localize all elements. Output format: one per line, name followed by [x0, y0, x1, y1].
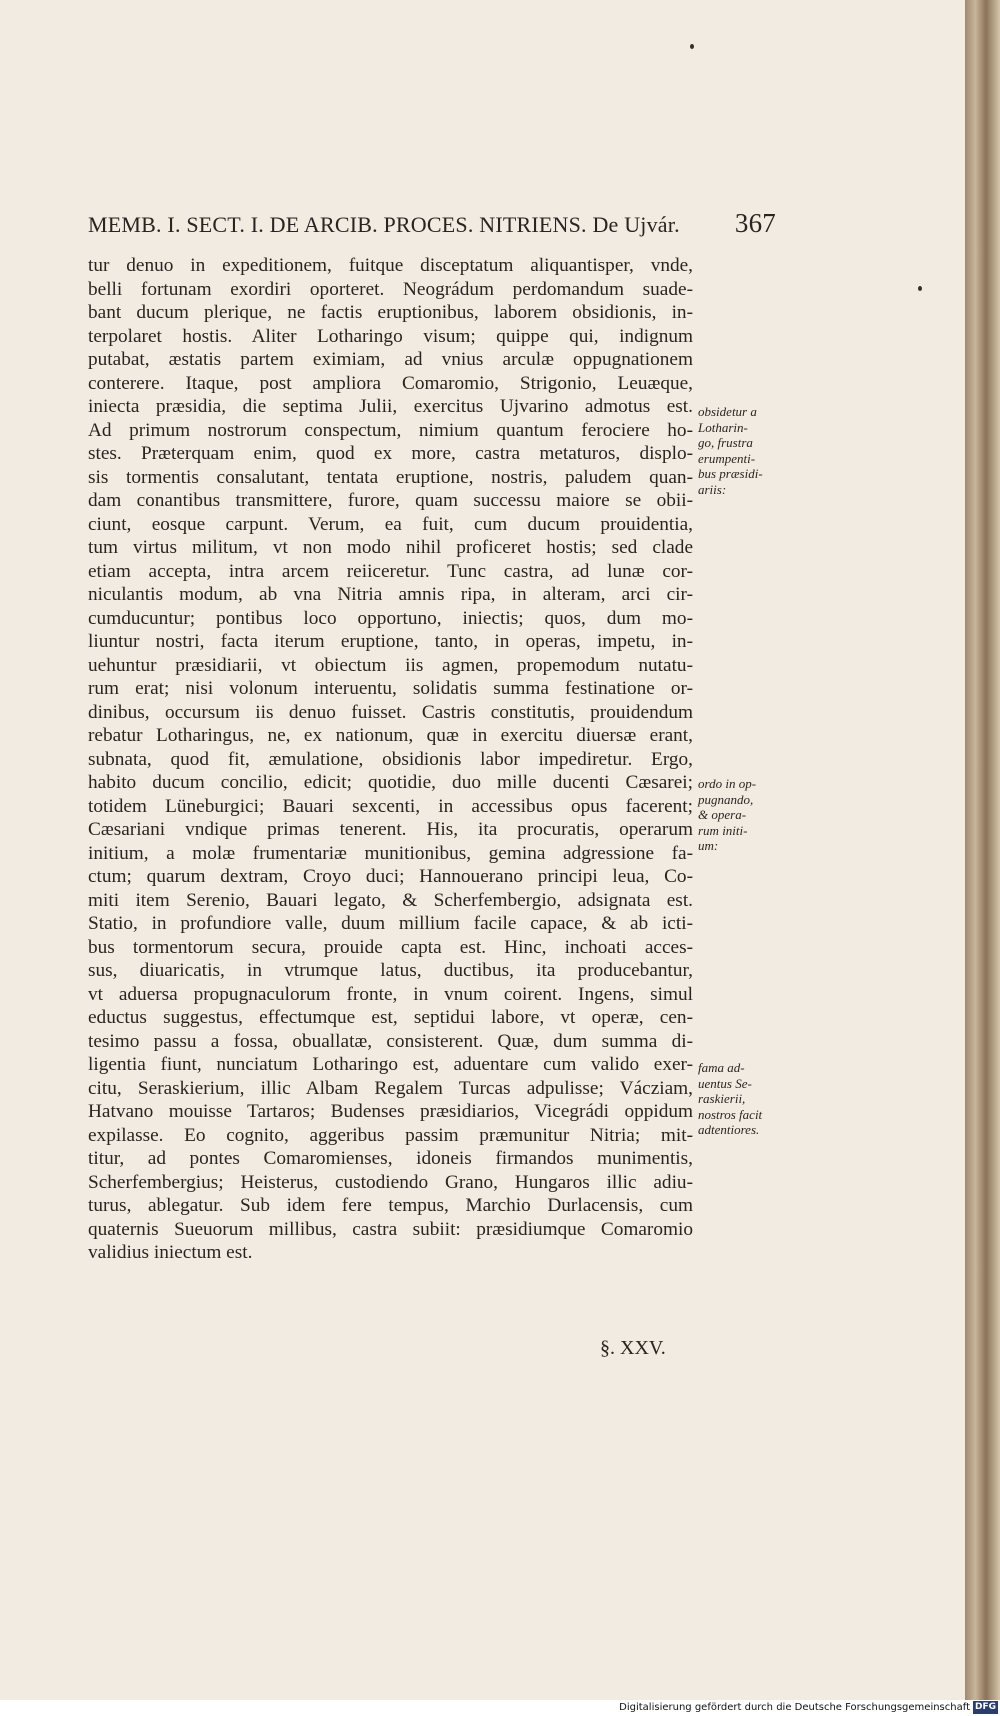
margin-note-line: ariis:: [698, 481, 727, 497]
margin-note-line: & opera-: [698, 807, 747, 822]
text-line: conterere. Itaque, post ampliora Comaromio, Strigonio, Leuæque,: [88, 372, 693, 394]
text-line: sis tormentis consalutant, tentata eruptione, nostris, paludem quan-: [88, 466, 693, 488]
text-line: sus, diuaricatis, in vtrumque latus, ductibus, ita producebantur,: [88, 960, 693, 981]
margin-note-3: [698, 1060, 784, 1138]
text-line: eductus suggestus, effectumque est, septidui labore, vt operæ, cen-: [88, 1007, 693, 1028]
text-line: Cæsariani vndique primas tenerent. His, ita procuratis, operarum: [88, 819, 693, 840]
text-line: bant ducum plerique, ne factis eruptionibus, laborem obsidionis, in-: [88, 302, 693, 323]
main-text: [88, 254, 693, 1265]
text-line: tur denuo in expeditionem, fuitque disceptatum aliquantisper, vnde,: [88, 255, 693, 276]
margin-note-line: uentus Se-: [698, 1075, 752, 1091]
text-line: bus tormentorum secura, prouide capta est. Hinc, inchoati acces-: [88, 936, 693, 958]
page-number: 367: [734, 208, 776, 238]
margin-note-line: Lotharin-: [698, 419, 748, 435]
margin-note-line: go, frustra: [698, 435, 753, 450]
text-line: Ad primum nostrorum conspectum, nimium quantum ferociere ho-: [88, 419, 693, 441]
margin-note-line: nostros facit: [698, 1106, 763, 1122]
text-line: stes. Præterquam enim, quod ex more, castra metaturos, displo-: [88, 443, 693, 464]
footer-text: Digitalisierung gefördert durch die Deutsche Forschungsgemeinschaft: [619, 1702, 970, 1713]
text-line: subnata, quod fit, æmulatione, obsidionis labor impediretur. Ergo,: [88, 748, 693, 770]
margin-note-line: bus præsidi-: [698, 466, 763, 481]
page-edge: [965, 0, 1000, 1700]
margin-note-2: [698, 776, 784, 854]
margin-note-line: rum initi-: [698, 822, 748, 838]
header-title: MEMB. I. SECT. I. DE ARCIB. PROCES. NITRIENS. De Ujvár.: [88, 212, 680, 237]
text-line: iniecta præsidia, die septima Julii, exercitus Ujvarino admotus est.: [88, 396, 693, 417]
text-line: miti item Serenio, Bauari legato, & Scherfembergio, adsignata est.: [88, 889, 693, 911]
text-line: Hatvano mouisse Tartaros; Budenses præsidiarios, Vicegrádi oppidum: [88, 1101, 693, 1122]
text-line: citu, Seraskierium, illic Albam Regalem Turcas adpulisse; Vácziam,: [88, 1077, 693, 1099]
ink-spot: [690, 44, 694, 49]
text-line: ciunt, eosque carpunt. Verum, ea fuit, cum ducum prouidentia,: [88, 513, 693, 535]
text-line: quaternis Sueuorum millibus, castra subiit: præsidiumque Comaromio: [88, 1218, 693, 1240]
margin-note-line: fama ad-: [698, 1060, 745, 1075]
margin-note-line: um:: [698, 838, 719, 853]
text-line: ctum; quarum dextram, Croyo duci; Hannouerano principi leua, Co-: [88, 866, 693, 887]
text-line: turus, ablegatur. Sub idem fere tempus, Marchio Durlacensis, cum: [88, 1195, 693, 1216]
dfg-logo: DFG: [974, 1702, 996, 1712]
text-line: uehuntur præsidiarii, vt obiectum iis agmen, propemodum nutatu-: [88, 654, 693, 676]
text-line: habito ducum concilio, edicit; quotidie, duo mille ducenti Cæsarei;: [88, 772, 693, 793]
text-line: expilasse. Eo cognito, aggeribus passim præmunitur Nitria; mit-: [88, 1124, 693, 1146]
text-line: belli fortunam exordiri oporteret. Neográdum perdomandum suade-: [88, 278, 693, 300]
text-line: rum erat; nisi volonum interuentu, solidatis summa festinatione or-: [88, 678, 693, 699]
margin-note-line: adtentiores.: [698, 1122, 760, 1137]
margin-note-line: obsidetur a: [698, 404, 757, 419]
text-line: dinibus, occursum iis denuo fuisset. Castris constitutis, prouidendum: [88, 701, 693, 723]
margin-note-1: [698, 404, 784, 497]
text-line: terpolaret hostis. Aliter Lotharingo visum; quippe qui, indignum: [88, 325, 693, 347]
text-line: putabat, æstatis partem eximiam, ad vnius arculæ oppugnationem: [88, 349, 693, 370]
text-line: Statio, in profundiore valle, duum millium facile capace, & ab icti-: [88, 913, 693, 934]
text-line: vt aduersa propugnaculorum fronte, in vnum coirent. Ingens, simul: [88, 983, 693, 1005]
text-line: tum virtus militum, vt non modo nihil proficeret hostis; sed clade: [88, 537, 693, 558]
margin-note-line: ordo in op-: [698, 776, 757, 791]
footer: [0, 1700, 1000, 1716]
running-header: [88, 208, 776, 244]
text-line: rebatur Lotharingus, ne, ex nationum, quæ in exercitu diuersæ erant,: [88, 725, 693, 746]
text-line: etiam accepta, intra arcem reiiceretur. Tunc castra, ad lunæ cor-: [88, 560, 693, 582]
text-line: dam conantibus transmittere, furore, quam successu maiore se obii-: [88, 490, 693, 511]
margin-note-line: raskierii,: [698, 1091, 746, 1106]
text-line: initium, a molæ frumentariæ munitionibus, gemina adgressione fa-: [88, 842, 693, 864]
text-line: totidem Lüneburgici; Bauari sexcenti, in accessibus opus facerent;: [88, 795, 693, 817]
text-line: titur, ad pontes Comaromienses, idoneis firmandos munimentis,: [88, 1148, 693, 1169]
margin-note-line: erumpenti-: [698, 450, 756, 466]
text-line: ligentia fiunt, nunciatum Lotharingo est, aduentare cum valido exer-: [88, 1054, 693, 1075]
ink-spot: [918, 286, 922, 291]
text-line: cumducuntur; pontibus loco opportuno, iniectis; quos, dum mo-: [88, 607, 693, 629]
text-line: tesimo passu a fossa, obuallatæ, consisterent. Quæ, dum summa di-: [88, 1030, 693, 1052]
catchword: §. XXV.: [600, 1337, 666, 1359]
text-line: liuntur nostri, facta iterum eruptione, tanto, in operas, impetu, in-: [88, 631, 693, 652]
margin-note-line: pugnando,: [698, 791, 754, 807]
text-line: niculantis modum, ab vna Nitria amnis ripa, in alteram, arci cir-: [88, 584, 693, 605]
text-line: validius iniectum est.: [88, 1242, 253, 1263]
text-line: Scherfembergius; Heisterus, custodiendo Grano, Hungaros illic adiu-: [88, 1171, 693, 1193]
